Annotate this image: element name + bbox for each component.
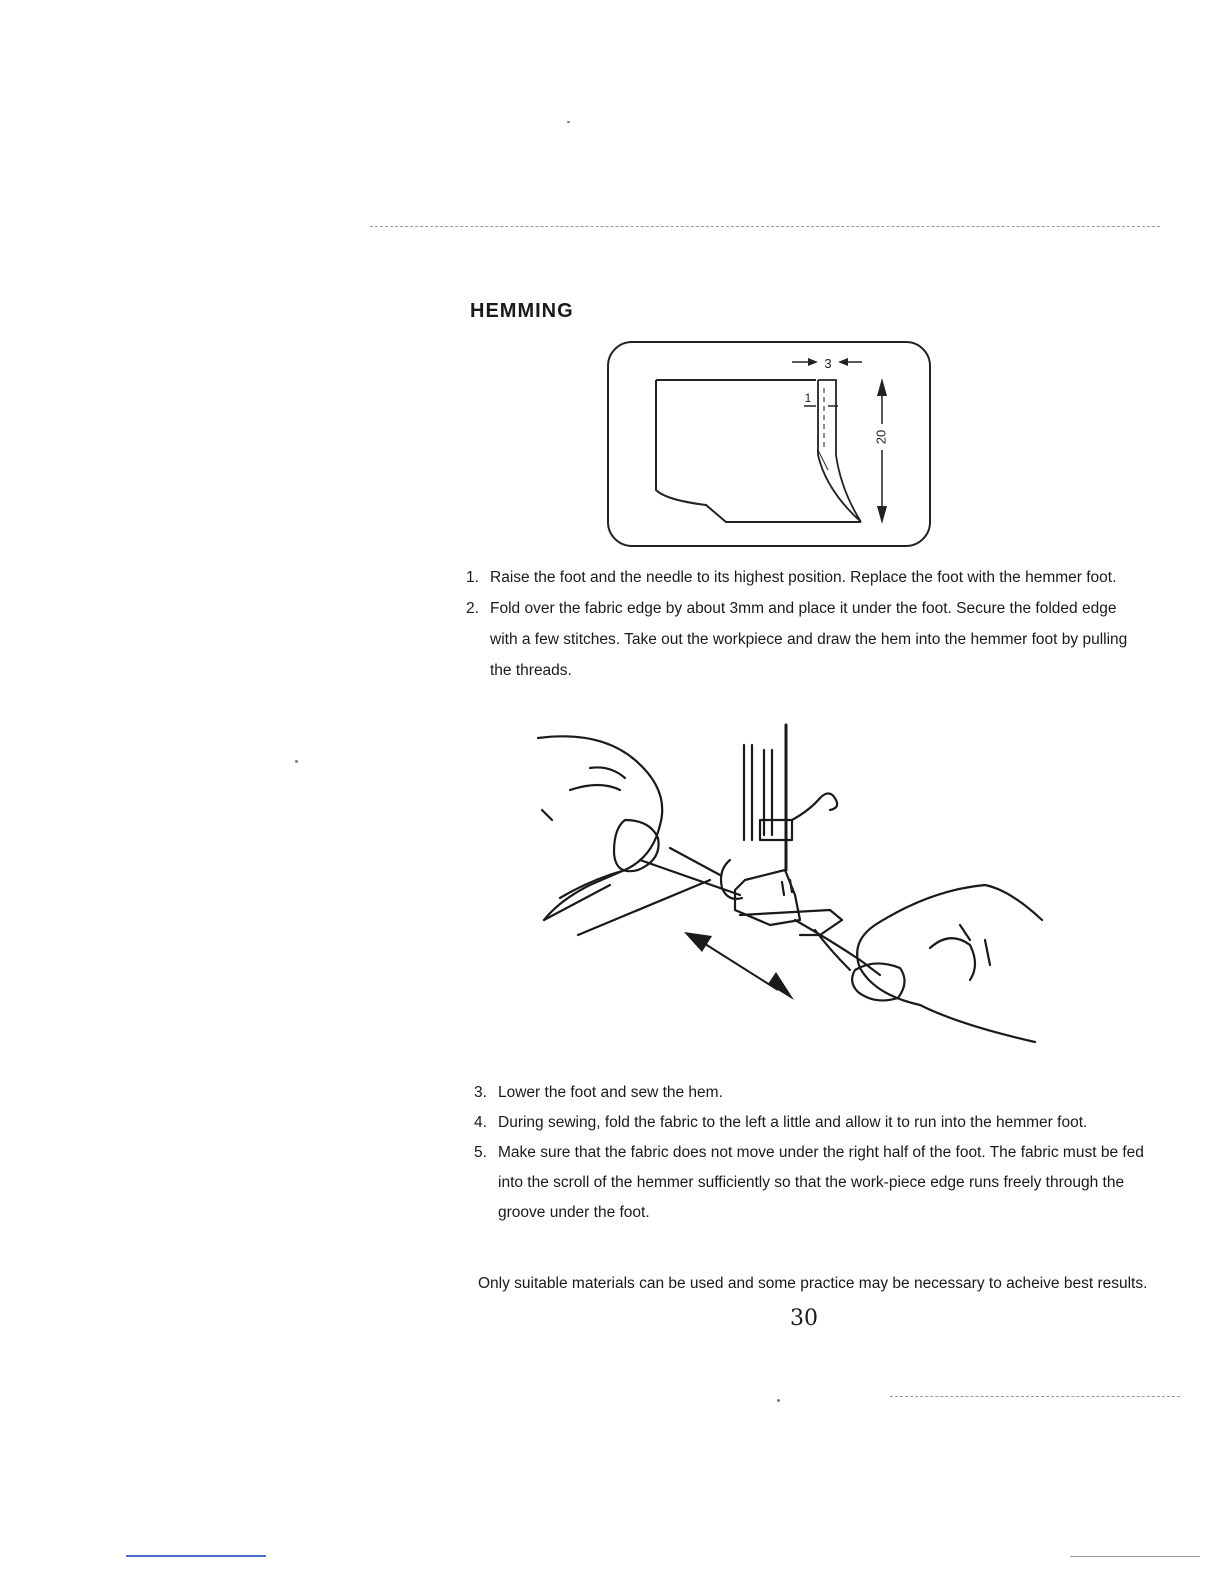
fabric-edge	[578, 848, 740, 935]
arrowhead	[877, 506, 887, 524]
hemmer-scroll	[782, 880, 792, 895]
right-hand-fingers	[930, 925, 990, 980]
label-stitch-offset: 1	[804, 391, 812, 405]
fabric-outline	[656, 380, 861, 522]
hemmer-foot-illustration	[530, 720, 1050, 1050]
presser-bar	[744, 745, 772, 840]
arrowhead	[877, 378, 887, 396]
arrowhead	[838, 358, 848, 366]
step-text: Fold over the fabric edge by about 3mm and place it under the foot. Secure the folded edge with a few stitches. Take out the workpiece and draw the hem into the hemmer foot by pulling the threads.	[490, 600, 1128, 679]
direction-arrowhead	[768, 972, 794, 1000]
scan-artifact-line	[370, 226, 1160, 227]
step-text: Lower the foot and sew the hem.	[498, 1084, 723, 1101]
step-number: 4.	[474, 1114, 487, 1131]
hem-fold-diagram	[606, 340, 932, 550]
step-number: 5.	[474, 1144, 487, 1161]
step-text: During sewing, fold the fabric to the left a little and allow it to run into the hemmer foot.	[498, 1114, 1088, 1131]
scan-artifact-line	[890, 1396, 1180, 1397]
closing-note: Only suitable materials can be used and some practice may be necessary to acheive best results.	[478, 1275, 1148, 1292]
step-number: 3.	[474, 1084, 487, 1101]
step-number: 2.	[466, 600, 479, 617]
thread-guide	[792, 793, 837, 820]
left-hand-arm	[544, 870, 625, 920]
scan-speck	[777, 1399, 780, 1402]
step-item	[474, 1138, 1150, 1228]
fabric-tail	[795, 920, 880, 975]
step-number: 1.	[466, 569, 479, 586]
direction-arrowhead	[684, 932, 712, 952]
arrowhead	[808, 358, 818, 366]
step-item	[474, 1078, 1150, 1108]
step-text: Make sure that the fabric does not move under the right half of the foot. The fabric must be fed into the scroll of the hemmer sufficiently so that the work-piece edge runs freely through the groove under the foot.	[498, 1144, 1144, 1221]
steps-group-b	[474, 1078, 1150, 1228]
step-item	[466, 593, 1146, 686]
scan-speck	[567, 121, 570, 123]
step-item	[466, 562, 1146, 593]
section-title: HEMMING	[470, 300, 574, 322]
label-length: 20	[873, 429, 889, 445]
step-text: Raise the foot and the needle to its highest position. Replace the foot with the hemmer foot.	[490, 569, 1117, 586]
left-hand-finger	[542, 767, 625, 820]
label-fold-width: 3	[824, 356, 832, 371]
direction-arrow-line	[702, 942, 778, 990]
page-number: 30	[790, 1306, 818, 1331]
footer-rule	[1070, 1556, 1200, 1557]
scan-speck	[295, 760, 298, 763]
left-hand	[538, 736, 662, 920]
step-item	[474, 1108, 1150, 1138]
steps-group-a	[466, 562, 1146, 686]
footer-rule	[126, 1555, 266, 1557]
